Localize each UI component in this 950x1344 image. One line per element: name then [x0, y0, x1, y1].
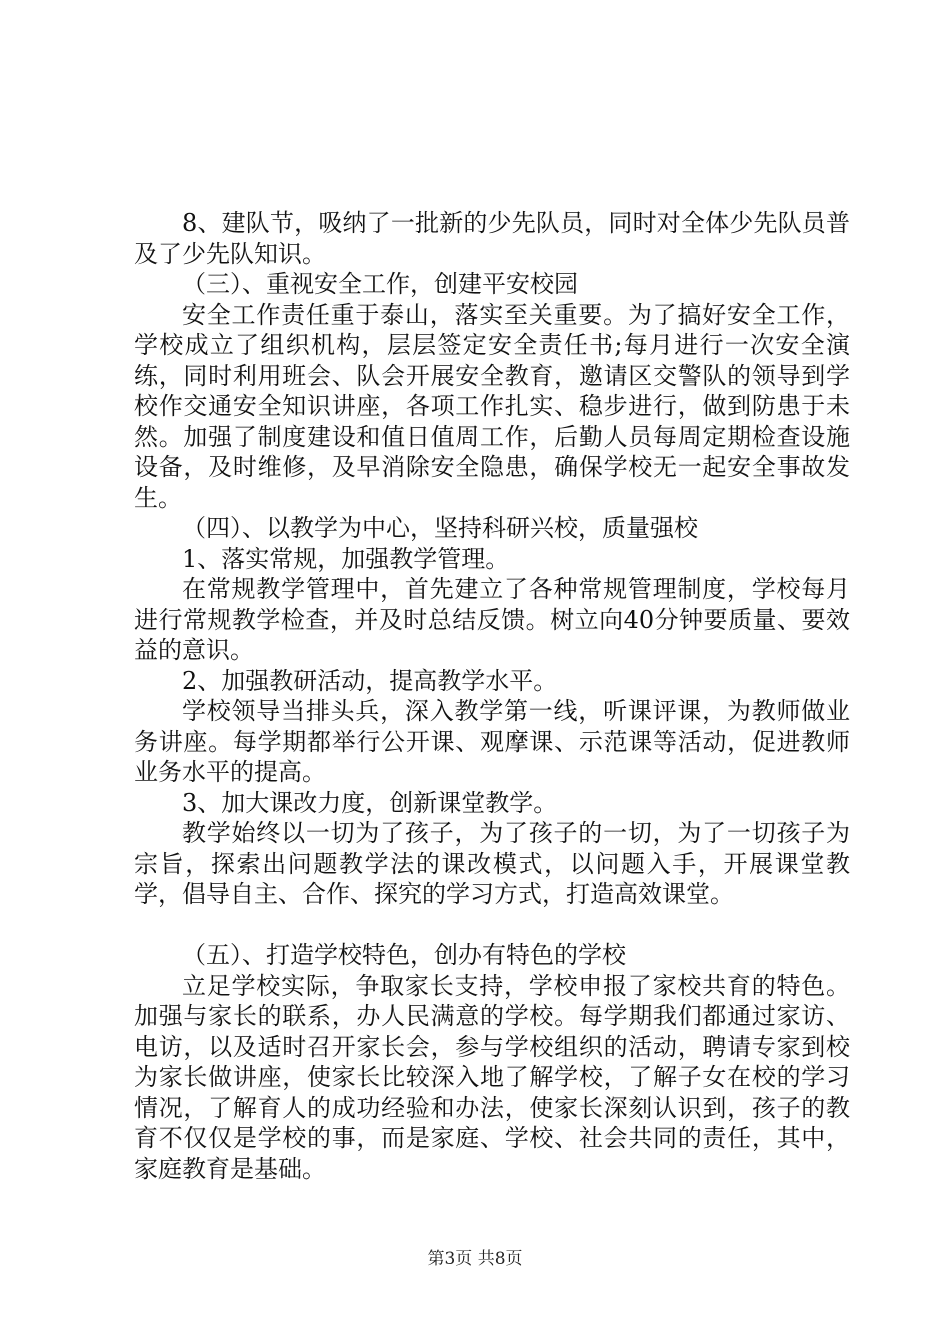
- paragraph-reform: 教学始终以一切为了孩子，为了孩子的一切，为了一切孩子为宗旨，探索出问题教学法的课改模式，以问题入手，开展课堂教学，倡导自主、合作、探究的学习方式，打造高效课堂。: [134, 819, 850, 908]
- paragraph-team-day: 8、建队节，吸纳了一批新的少先队员，同时对全体少先队员普及了少先队知识。: [134, 209, 850, 268]
- document-body: [134, 208, 850, 1184]
- heading-features: （五）、打造学校特色，创办有特色的学校: [182, 941, 626, 969]
- subheading-reform: 3、加大课改力度，创新课堂教学。: [182, 788, 558, 817]
- page-footer: 第3页 共8页: [427, 1249, 523, 1269]
- blank-line: [134, 910, 850, 941]
- subheading-research: 2、加强教研活动，提高教学水平。: [182, 666, 558, 695]
- paragraph-research: 学校领导当排头兵，深入教学第一线，听课评课，为教师做业务讲座。每学期都举行公开课、观摩课、示范课等活动，促进教师业务水平的提高。: [134, 697, 850, 786]
- paragraph-routine: 在常规教学管理中，首先建立了各种常规管理制度，学校每月进行常规教学检查，并及时总结反馈。树立向40分钟要质量、要效益的意识。: [134, 575, 850, 664]
- paragraph-safety: 安全工作责任重于泰山，落实至关重要。为了搞好安全工作，学校成立了组织机构，层层签定安全责任书;每月进行一次安全演练，同时利用班会、队会开展安全教育，邀请区交警队的领导到学校作交通安全知识讲座，各项工作扎实、稳步进行，做到防患于未然。加强了制度建设和值日值周工作，后勤人员每周定期检查设施设备，及时维修，及早消除安全隐患，确保学校无一起安全事故发生。: [134, 300, 850, 512]
- subheading-routine: 1、落实常规，加强教学管理。: [182, 544, 510, 573]
- heading-teaching: （四）、以教学为中心，坚持科研兴校，质量强校: [182, 514, 698, 542]
- paragraph-features: 立足学校实际，争取家长支持，学校申报了家校共育的特色。加强与家长的联系，办人民满意的学校。每学期我们都通过家访、电访，以及适时召开家长会，参与学校组织的活动，聘请专家到校为家长做讲座，使家长比较深入地了解学校，了解子女在校的学习情况，了解育人的成功经验和办法，使家长深刻认识到，孩子的教育不仅仅是学校的事，而是家庭、学校、社会共同的责任，其中，家庭教育是基础。: [134, 971, 850, 1183]
- heading-safety: （三）、重视安全工作，创建平安校园: [182, 270, 578, 298]
